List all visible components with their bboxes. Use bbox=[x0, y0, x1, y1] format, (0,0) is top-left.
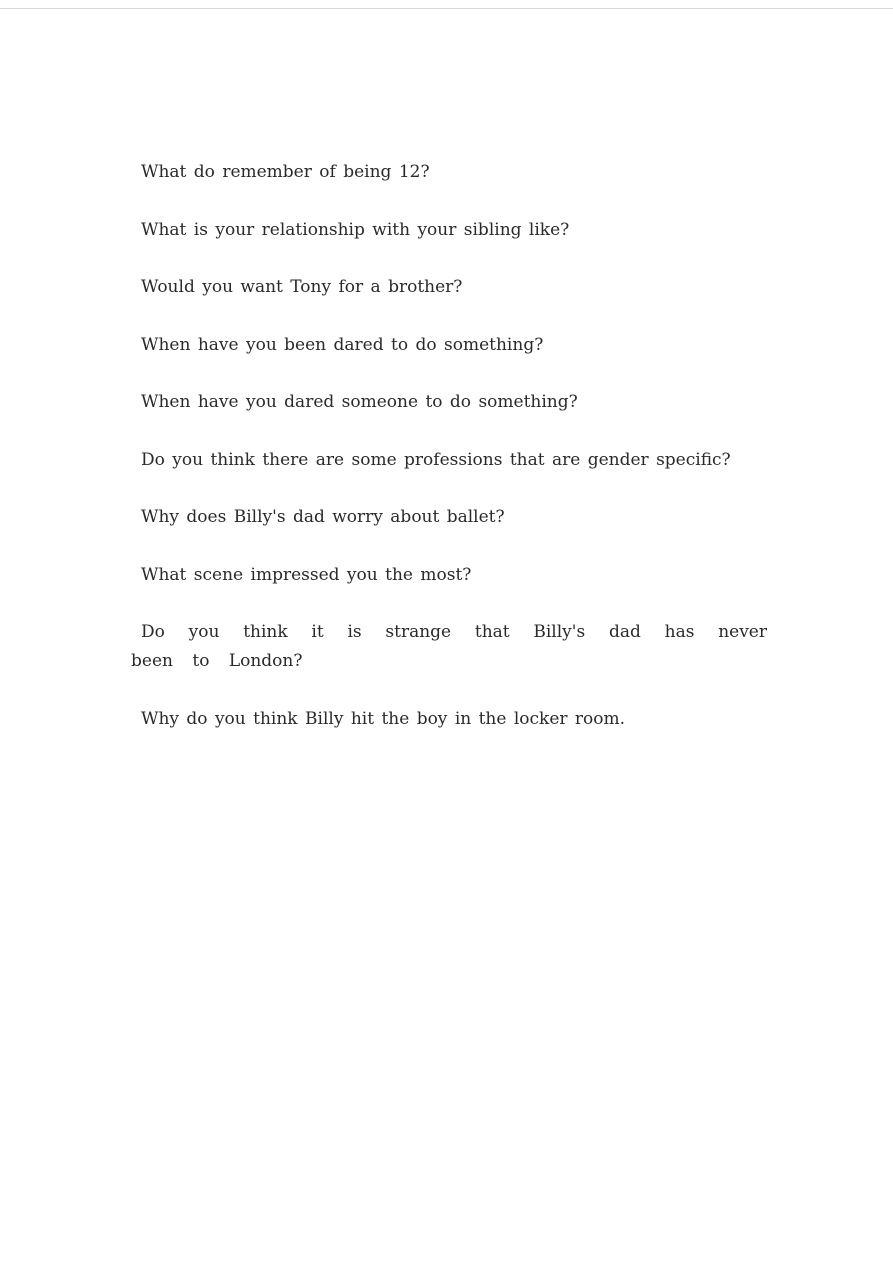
question-item: What scene impressed you the most? bbox=[141, 564, 472, 585]
question-item: Why do you think Billy hit the boy in the locker room. bbox=[141, 708, 626, 729]
question-item: What do remember of being 12? bbox=[141, 162, 430, 182]
question-item: When have you dared someone to do something? bbox=[141, 392, 578, 412]
scan-top-edge bbox=[0, 8, 893, 9]
question-item: What is your relationship with your sibling like? bbox=[141, 219, 570, 240]
question-list bbox=[131, 158, 767, 762]
question-item: Do you think it is strange that Billy's dad has never been to London? bbox=[131, 622, 767, 671]
question-item: Would you want Tony for a brother? bbox=[141, 277, 463, 297]
question-item: Why does Billy's dad worry about ballet? bbox=[141, 507, 505, 527]
question-item: When have you been dared to do something? bbox=[141, 334, 544, 355]
question-item: Do you think there are some professions that are gender specific? bbox=[141, 449, 731, 470]
